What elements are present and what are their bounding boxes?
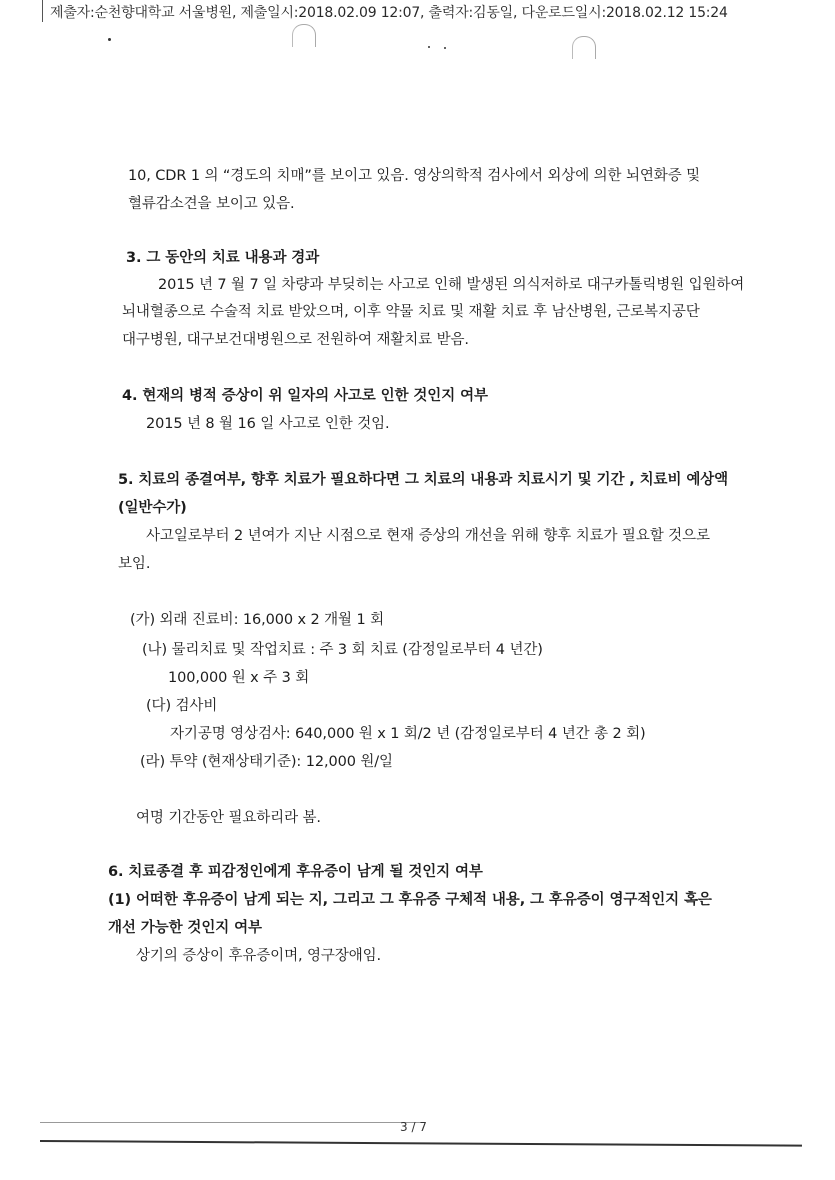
cost-item-da: (다) 검사비 xyxy=(146,698,218,714)
scan-speck xyxy=(108,38,111,41)
subsection-heading-6-1: (1) 어떠한 후유증이 남게 되는 지, 그리고 그 후유증 구체적 내용, 그 후유증이 영구적인지 혹은 xyxy=(108,892,712,908)
cost-item-na: (나) 물리치료 및 작업치료 : 주 3 회 치료 (감정일로부터 4 년간) xyxy=(142,642,543,658)
subsection-heading-6-1-cont: 개선 가능한 것인지 여부 xyxy=(108,920,262,936)
paragraph-line: 2015 년 8 월 16 일 사고로 인한 것임. xyxy=(146,416,390,432)
paragraph-line: 2015 년 7 월 7 일 차량과 부딪히는 사고로 인해 발생된 의식저하로 대구카톨릭병원 입원하여 xyxy=(158,277,745,293)
cost-item-ra: (라) 투약 (현재상태기준): 12,000 원/일 xyxy=(140,754,393,770)
section-heading-4: 4. 현재의 병적 증상이 위 일자의 사고로 인한 것인지 여부 xyxy=(122,388,488,404)
cost-item-da-detail: 자기공명 영상검사: 640,000 원 x 1 회/2 년 (감정일로부터 4 년간 총 2 회) xyxy=(170,726,646,742)
page-number: 3 / 7 xyxy=(400,1120,427,1134)
scan-mark-arc xyxy=(292,24,316,47)
section-heading-6: 6. 치료종결 후 피감정인에게 후유증이 남게 될 것인지 여부 xyxy=(108,864,483,880)
scan-speck xyxy=(444,47,446,49)
paragraph-line: 혈류감소견을 보이고 있음. xyxy=(128,196,295,212)
cost-item-ga: (가) 외래 진료비: 16,000 x 2 개월 1 회 xyxy=(130,612,385,628)
paragraph-line: 상기의 증상이 후유증이며, 영구장애임. xyxy=(136,948,382,964)
footer-rule xyxy=(40,1140,802,1147)
section-heading-3: 3. 그 동안의 치료 내용과 경과 xyxy=(126,250,320,266)
scan-speck xyxy=(428,46,430,48)
paragraph-line: 10, CDR 1 의 “경도의 치매”를 보이고 있음. 영상의학적 검사에서 외상에 의한 뇌연화증 및 xyxy=(128,168,701,184)
footer-rule-light xyxy=(40,1122,420,1123)
paragraph-line: 여명 기간동안 필요하리라 봄. xyxy=(136,810,321,826)
scan-mark-arc xyxy=(572,36,596,59)
section-heading-5-cont: (일반수가) xyxy=(118,500,187,516)
paragraph-line: 대구병원, 대구보건대병원으로 전원하여 재활치료 받음. xyxy=(122,332,469,348)
cost-item-na-detail: 100,000 원 x 주 3 회 xyxy=(168,670,310,686)
submission-header: 제출자:순천향대학교 서울병원, 제출일시:2018.02.09 12:07, 출력자:김동일, 다운로드일시:2018.02.12 15:24 xyxy=(50,5,728,21)
paragraph-line: 사고일로부터 2 년여가 지난 시점으로 현재 증상의 개선을 위해 향후 치료가 필요할 것으로 xyxy=(146,528,710,544)
paragraph-line: 보임. xyxy=(118,556,151,572)
section-heading-5: 5. 치료의 종결여부, 향후 치료가 필요하다면 그 치료의 내용과 치료시기 및 기간 , 치료비 예상액 xyxy=(118,472,729,488)
paragraph-line: 뇌내혈종으로 수술적 치료 받았으며, 이후 약물 치료 및 재활 치료 후 남산병원, 근로복지공단 xyxy=(122,304,700,320)
scan-edge-line xyxy=(42,0,43,22)
